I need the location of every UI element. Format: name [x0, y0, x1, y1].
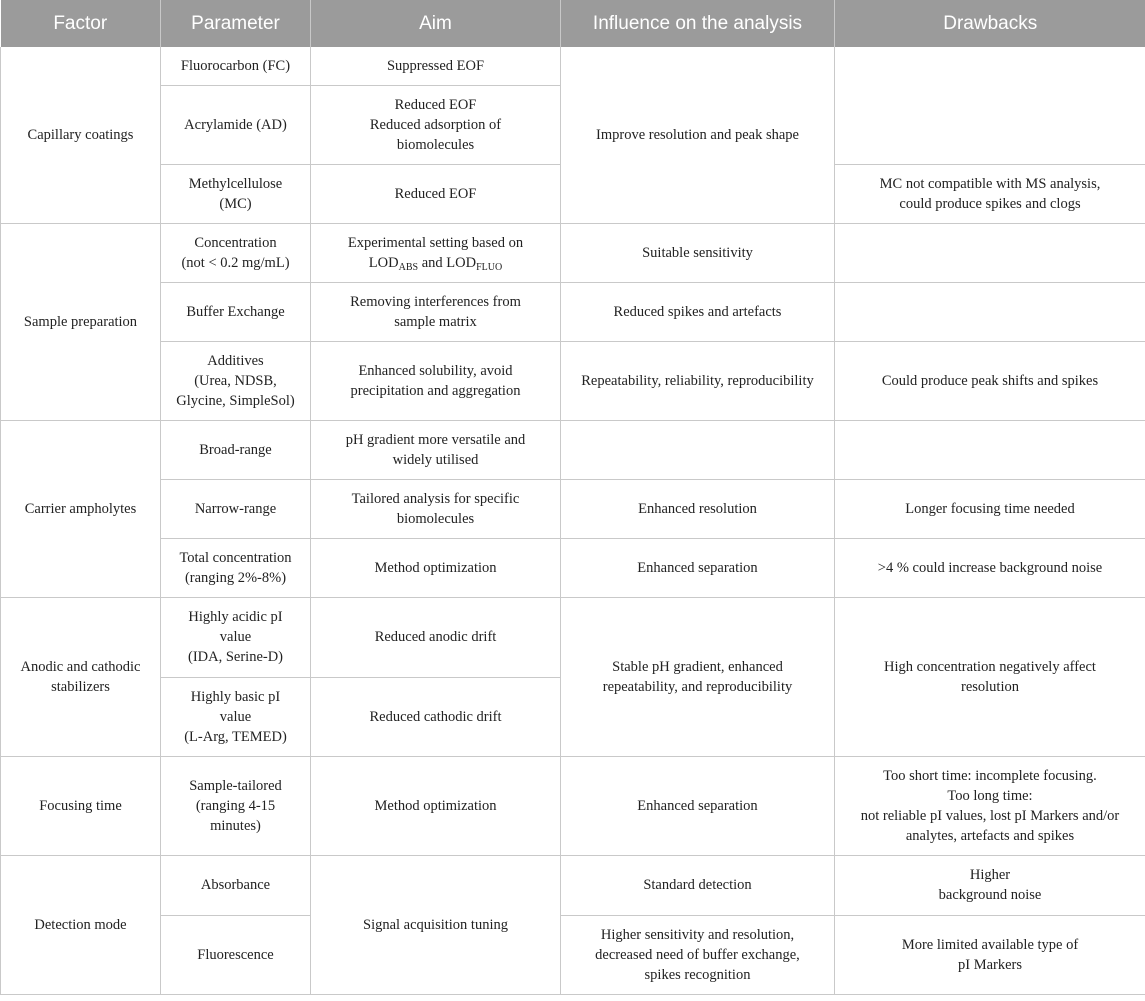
aim-cell: Reduced EOF Reduced adsorption of biomolecules [311, 85, 561, 164]
factor-cell: Detection mode [1, 855, 161, 994]
drawbacks-cell [835, 223, 1145, 282]
influence-cell: Enhanced separation [561, 756, 835, 855]
parameter-cell: Buffer Exchange [161, 282, 311, 341]
parameter-cell: Additives (Urea, NDSB, Glycine, SimpleSol) [161, 341, 311, 420]
table-row [1, 915, 1145, 994]
lod-line: $LOD_{ABS}$ and $LOD_{FLUO}$ [368, 254, 503, 273]
influence-cell: Improve resolution and peak shape [561, 47, 835, 223]
table-row [1, 341, 1145, 420]
aim-cell: Reduced anodic drift [311, 597, 561, 677]
table-row [1, 479, 1145, 538]
factor-cell: Anodic and cathodic stabilizers [1, 597, 161, 756]
parameter-cell: Fluorocarbon (FC) [161, 47, 311, 85]
header-influence: Influence on the analysis [561, 0, 835, 47]
aim-cell: Reduced cathodic drift [311, 677, 561, 756]
parameter-cell: Fluorescence [161, 915, 311, 994]
drawbacks-cell: More limited available type of pI Markers [835, 915, 1145, 994]
drawbacks-cell: Higher background noise [835, 855, 1145, 915]
table-row [1, 47, 1145, 85]
parameter-cell: Total concentration (ranging 2%-8%) [161, 538, 311, 597]
drawbacks-cell: Could produce peak shifts and spikes [835, 341, 1145, 420]
table-row [1, 538, 1145, 597]
aim-cell: Experimental setting based on $LOD_{ABS}$ and $LOD_{FLUO}$ [311, 223, 561, 282]
aim-cell: Tailored analysis for specific biomolecules [311, 479, 561, 538]
drawbacks-cell: Too short time: incomplete focusing. Too long time: not reliable pI values, lost pI Markers and/or analytes, artefacts and spikes [835, 756, 1145, 855]
factor-cell: Focusing time [1, 756, 161, 855]
drawbacks-cell [835, 420, 1145, 479]
header-parameter: Parameter [161, 0, 311, 47]
parameter-cell: Narrow-range [161, 479, 311, 538]
header-aim: Aim [311, 0, 561, 47]
parameter-cell: Acrylamide (AD) [161, 85, 311, 164]
factor-cell: Capillary coatings [1, 47, 161, 223]
influence-cell: Repeatability, reliability, reproducibility [561, 341, 835, 420]
table-row [1, 282, 1145, 341]
drawbacks-cell [835, 47, 1145, 164]
influence-cell [561, 420, 835, 479]
aim-cell: pH gradient more versatile and widely utilised [311, 420, 561, 479]
influence-cell: Stable pH gradient, enhanced repeatability, and reproducibility [561, 597, 835, 756]
aim-cell: Reduced EOF [311, 164, 561, 223]
aim-cell: Enhanced solubility, avoid precipitation and aggregation [311, 341, 561, 420]
table-row [1, 756, 1145, 855]
factor-cell: Sample preparation [1, 223, 161, 420]
aim-cell: Method optimization [311, 756, 561, 855]
header-factor: Factor [1, 0, 161, 47]
parameter-cell: Broad-range [161, 420, 311, 479]
influence-cell: Enhanced resolution [561, 479, 835, 538]
table-row [1, 597, 1145, 677]
aim-cell: Method optimization [311, 538, 561, 597]
influence-cell: Reduced spikes and artefacts [561, 282, 835, 341]
parameter-cell: Methylcellulose (MC) [161, 164, 311, 223]
parameter-cell: Concentration (not < 0.2 mg/mL) [161, 223, 311, 282]
factor-cell: Carrier ampholytes [1, 420, 161, 597]
drawbacks-cell [835, 282, 1145, 341]
header-drawbacks: Drawbacks [835, 0, 1145, 47]
aim-cell: Suppressed EOF [311, 47, 561, 85]
parameter-cell: Absorbance [161, 855, 311, 915]
header-row [1, 0, 1145, 47]
aim-cell: Removing interferences from sample matrix [311, 282, 561, 341]
parameter-cell: Highly acidic pI value (IDA, Serine-D) [161, 597, 311, 677]
aim-cell: Signal acquisition tuning [311, 855, 561, 994]
table-row [1, 855, 1145, 915]
influence-cell: Higher sensitivity and resolution, decreased need of buffer exchange, spikes recognition [561, 915, 835, 994]
parameter-cell: Sample-tailored (ranging 4-15 minutes) [161, 756, 311, 855]
drawbacks-cell: MC not compatible with MS analysis, could produce spikes and clogs [835, 164, 1145, 223]
table-row [1, 223, 1145, 282]
drawbacks-cell: High concentration negatively affect resolution [835, 597, 1145, 756]
drawbacks-cell: Longer focusing time needed [835, 479, 1145, 538]
influence-cell: Enhanced separation [561, 538, 835, 597]
influence-cell: Suitable sensitivity [561, 223, 835, 282]
parameter-cell: Highly basic pI value (L-Arg, TEMED) [161, 677, 311, 756]
table-row [1, 420, 1145, 479]
drawbacks-cell: >4 % could increase background noise [835, 538, 1145, 597]
influence-cell: Standard detection [561, 855, 835, 915]
